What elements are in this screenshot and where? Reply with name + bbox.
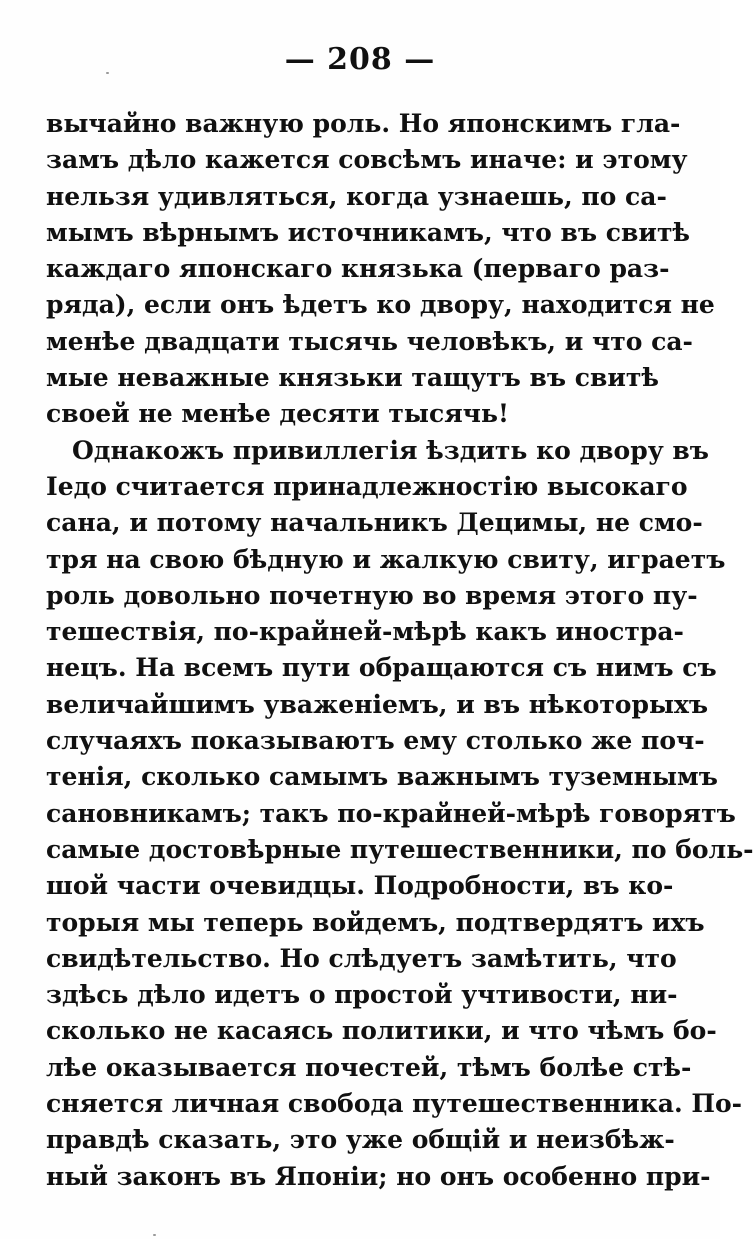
text-line: сняется личная свобода путешественника. По- [46,1089,743,1119]
text-line: шой части очевидцы. Подробности, въ ко- [46,871,674,901]
page-number: — 208 — [284,42,436,77]
text-line: сановникамъ; такъ по-крайней-мѣрѣ говорятъ [46,798,736,828]
text-line: своей не менѣе десяти тысячь! [46,399,509,429]
scan-speck [153,1234,156,1236]
text-line: менѣе двадцати тысячь человѣкъ, и что са- [46,326,693,356]
text-line: вычайно важную роль. Но японскимъ гла- [46,109,681,138]
text-line: случаяхъ показываютъ ему столько же поч- [46,726,705,756]
text-line: сана, и потому начальникъ Децимы, не смо- [46,508,703,538]
text-line: свидѣтельство. Но слѣдуетъ замѣтить, что [46,943,677,973]
text-line: тешествія, по-крайней-мѣрѣ какъ иностра- [46,617,684,647]
text-line: нецъ. На всемъ пути обращаются съ нимъ съ [46,653,717,683]
text-line: каждаго японскаго князька (перваго раз- [46,254,670,284]
body-text [46,106,754,1195]
scan-speck [106,72,109,74]
paragraph [46,106,715,433]
text-line: замъ дѣло кажется совсѣмъ иначе: и этому [46,145,688,175]
text-line: самые достовѣрные путешественники, по боль- [46,834,754,864]
text-line: ный законъ въ Японіи; но онъ особенно при- [46,1161,711,1191]
text-line: сколько не касаясь политики, и что чѣмъ бо- [46,1016,717,1046]
text-line: здѣсь дѣло идетъ о простой учтивости, ни- [46,980,678,1010]
text-line: ряда), если онъ ѣдетъ ко двору, находится не [46,290,715,320]
text-line: Іедо считается принадлежностію высокаго [46,471,688,501]
text-line: мые неважные князьки тащутъ въ свитѣ [46,363,659,393]
text-line: роль довольно почетную во время этого пу- [46,580,698,610]
text-line: тенія, сколько самымъ важнымъ туземнымъ [46,762,718,792]
paragraph [46,433,754,1195]
text-line: нельзя удивляться, когда узнаешь, по са- [46,181,667,211]
text-line: величайшимъ уваженіемъ, и въ нѣкоторыхъ [46,689,709,719]
text-line: торыя мы теперь войдемъ, подтвердятъ ихъ [46,907,705,937]
text-line: правдѣ сказать, это уже общій и неизбѣж- [46,1125,675,1155]
text-line: лѣе оказывается почестей, тѣмъ болѣе стѣ- [46,1052,692,1082]
text-line: Однакожъ привиллегія ѣздить ко двору въ [72,435,709,465]
text-line: тря на свою бѣдную и жалкую свиту, играетъ [46,544,726,574]
text-line: мымъ вѣрнымъ источникамъ, что въ свитѣ [46,217,691,247]
